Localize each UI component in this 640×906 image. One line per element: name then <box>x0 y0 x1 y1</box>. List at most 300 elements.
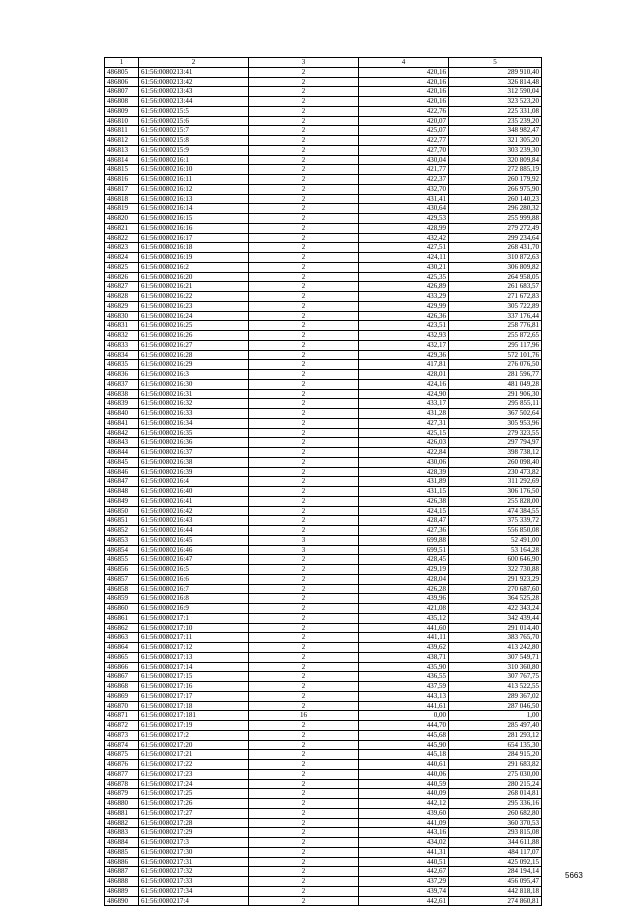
table-cell: 61:56:0080213:44 <box>139 97 249 107</box>
table-cell: 427,51 <box>359 243 449 253</box>
table-cell: 2 <box>249 272 359 282</box>
table-cell: 2 <box>249 428 359 438</box>
table-cell: 2 <box>249 652 359 662</box>
table-cell: 441,31 <box>359 847 449 857</box>
table-row <box>105 282 542 292</box>
table-cell: 61:56:0080216:45 <box>139 535 249 545</box>
table-cell: 61:56:0080216:34 <box>139 418 249 428</box>
table-cell: 280 215,24 <box>449 779 542 789</box>
table-cell: 486807 <box>105 87 139 97</box>
table-cell: 486814 <box>105 155 139 165</box>
table-row <box>105 721 542 731</box>
table-cell: 61:56:0080217:24 <box>139 779 249 789</box>
table-row <box>105 565 542 575</box>
table-cell: 441,61 <box>359 701 449 711</box>
table-row <box>105 418 542 428</box>
table-cell: 61:56:0080217:11 <box>139 633 249 643</box>
table-cell: 699,88 <box>359 535 449 545</box>
table-cell: 556 850,08 <box>449 526 542 536</box>
table-cell: 2 <box>249 116 359 126</box>
table-cell: 348 982,47 <box>449 126 542 136</box>
table-cell: 424,90 <box>359 389 449 399</box>
table-cell: 442 818,18 <box>449 886 542 896</box>
table-cell: 61:56:0080216:27 <box>139 340 249 350</box>
table-cell: 61:56:0080217:13 <box>139 652 249 662</box>
table-cell: 440,59 <box>359 779 449 789</box>
table-row <box>105 886 542 896</box>
table-cell: 429,53 <box>359 214 449 224</box>
table-row <box>105 399 542 409</box>
table-cell: 2 <box>249 760 359 770</box>
table-cell: 2 <box>249 574 359 584</box>
table-cell: 486810 <box>105 116 139 126</box>
table-cell: 367 502,64 <box>449 409 542 419</box>
table-cell: 310 360,80 <box>449 662 542 672</box>
table-cell: 398 738,12 <box>449 448 542 458</box>
table-cell: 61:56:0080216:21 <box>139 282 249 292</box>
table-cell: 275 030,00 <box>449 769 542 779</box>
table-cell: 2 <box>249 282 359 292</box>
table-cell: 61:56:0080216:9 <box>139 604 249 614</box>
table-cell: 443,16 <box>359 828 449 838</box>
table-cell: 486871 <box>105 711 139 721</box>
table-cell: 422,37 <box>359 175 449 185</box>
table-cell: 360 370,53 <box>449 818 542 828</box>
table-cell: 486846 <box>105 467 139 477</box>
table-cell: 258 776,81 <box>449 321 542 331</box>
table-cell: 2 <box>249 779 359 789</box>
table-cell: 486883 <box>105 828 139 838</box>
table-cell: 2 <box>249 623 359 633</box>
table-row <box>105 331 542 341</box>
table-cell: 61:56:0080216:26 <box>139 331 249 341</box>
table-cell: 486841 <box>105 418 139 428</box>
table-cell: 61:56:0080216:40 <box>139 487 249 497</box>
table-cell: 2 <box>249 691 359 701</box>
table-cell: 61:56:0080217:28 <box>139 818 249 828</box>
table-cell: 420,16 <box>359 77 449 87</box>
table-cell: 260 098,40 <box>449 457 542 467</box>
table-row <box>105 516 542 526</box>
table-cell: 486879 <box>105 789 139 799</box>
table-cell: 61:56:0080217:22 <box>139 760 249 770</box>
table-cell: 311 292,69 <box>449 477 542 487</box>
table-cell: 2 <box>249 243 359 253</box>
table-cell: 61:56:0080216:35 <box>139 428 249 438</box>
table-cell: 420,16 <box>359 87 449 97</box>
table-cell: 284 915,20 <box>449 750 542 760</box>
table-cell: 486815 <box>105 165 139 175</box>
data-table <box>104 57 542 906</box>
table-cell: 428,04 <box>359 574 449 584</box>
table-cell: 430,06 <box>359 457 449 467</box>
table-cell: 61:56:0080217:17 <box>139 691 249 701</box>
table-row <box>105 662 542 672</box>
table-cell: 486844 <box>105 448 139 458</box>
table-row <box>105 535 542 545</box>
table-row <box>105 370 542 380</box>
table-row <box>105 272 542 282</box>
table-cell: 445,90 <box>359 740 449 750</box>
table-cell: 61:56:0080216:42 <box>139 506 249 516</box>
table-cell: 431,89 <box>359 477 449 487</box>
table-cell: 426,36 <box>359 311 449 321</box>
table-cell: 486885 <box>105 847 139 857</box>
table-cell: 456 095,47 <box>449 877 542 887</box>
table-cell: 305 722,89 <box>449 301 542 311</box>
table-cell: 432,42 <box>359 233 449 243</box>
table-cell: 430,64 <box>359 204 449 214</box>
table-cell: 425,07 <box>359 126 449 136</box>
table-row <box>105 262 542 272</box>
table-cell: 61:56:0080216:41 <box>139 496 249 506</box>
table-cell: 2 <box>249 604 359 614</box>
table-cell: 61:56:0080217:29 <box>139 828 249 838</box>
table-cell: 440,51 <box>359 857 449 867</box>
table-cell: 61:56:0080216:1 <box>139 155 249 165</box>
table-cell: 61:56:0080217:26 <box>139 799 249 809</box>
table-cell: 486889 <box>105 886 139 896</box>
table-cell: 2 <box>249 828 359 838</box>
table-cell: 297 794,97 <box>449 438 542 448</box>
table-cell: 2 <box>249 301 359 311</box>
table-cell: 281 596,77 <box>449 370 542 380</box>
table-cell: 481 049,28 <box>449 379 542 389</box>
table-cell: 441,09 <box>359 818 449 828</box>
table-cell: 2 <box>249 877 359 887</box>
table-cell: 235 239,20 <box>449 116 542 126</box>
table-row <box>105 321 542 331</box>
table-cell: 61:56:0080216:43 <box>139 516 249 526</box>
table-row <box>105 594 542 604</box>
table-cell: 486820 <box>105 214 139 224</box>
table-cell: 312 590,04 <box>449 87 542 97</box>
table-row <box>105 506 542 516</box>
table-cell: 486884 <box>105 838 139 848</box>
table-cell: 279 323,55 <box>449 428 542 438</box>
table-cell: 61:56:0080216:29 <box>139 360 249 370</box>
table-row <box>105 243 542 253</box>
table-cell: 2 <box>249 769 359 779</box>
table-cell: 53 164,28 <box>449 545 542 555</box>
table-cell: 427,31 <box>359 418 449 428</box>
table-cell: 2 <box>249 360 359 370</box>
table-cell: 2 <box>249 350 359 360</box>
table-row <box>105 877 542 887</box>
table-cell: 440,09 <box>359 789 449 799</box>
column-header: 2 <box>139 58 249 68</box>
table-cell: 61:56:0080216:7 <box>139 584 249 594</box>
table-cell: 61:56:0080217:20 <box>139 740 249 750</box>
table-cell: 291 906,30 <box>449 389 542 399</box>
table-cell: 433,29 <box>359 292 449 302</box>
table-cell: 486824 <box>105 253 139 263</box>
table-cell: 439,60 <box>359 808 449 818</box>
table-cell: 61:56:0080217:25 <box>139 789 249 799</box>
table-cell: 291 683,82 <box>449 760 542 770</box>
table-cell: 61:56:0080217:15 <box>139 672 249 682</box>
table-cell: 424,16 <box>359 379 449 389</box>
table-row <box>105 838 542 848</box>
table-cell: 61:56:0080216:31 <box>139 389 249 399</box>
table-cell: 486876 <box>105 760 139 770</box>
table-cell: 486865 <box>105 652 139 662</box>
table-cell: 435,90 <box>359 662 449 672</box>
table-cell: 486834 <box>105 350 139 360</box>
table-row <box>105 145 542 155</box>
table-cell: 486861 <box>105 613 139 623</box>
table-row <box>105 204 542 214</box>
table-cell: 445,68 <box>359 730 449 740</box>
table-cell: 443,13 <box>359 691 449 701</box>
table-cell: 439,62 <box>359 643 449 653</box>
table-cell: 438,71 <box>359 652 449 662</box>
table-row <box>105 808 542 818</box>
table-row <box>105 467 542 477</box>
table-cell: 61:56:0080217:12 <box>139 643 249 653</box>
table-cell: 486812 <box>105 136 139 146</box>
table-cell: 2 <box>249 506 359 516</box>
table-row <box>105 604 542 614</box>
table-cell: 442,61 <box>359 896 449 906</box>
table-cell: 291 014,40 <box>449 623 542 633</box>
table-row <box>105 633 542 643</box>
table-cell: 289 367,02 <box>449 691 542 701</box>
table-row <box>105 409 542 419</box>
table-cell: 61:56:0080217:18 <box>139 701 249 711</box>
table-cell: 266 975,90 <box>449 184 542 194</box>
table-row <box>105 379 542 389</box>
table-cell: 486858 <box>105 584 139 594</box>
table-cell: 432,93 <box>359 331 449 341</box>
table-cell: 486860 <box>105 604 139 614</box>
table-cell: 429,19 <box>359 565 449 575</box>
table-cell: 61:56:0080216:28 <box>139 350 249 360</box>
table-cell: 61:56:0080217:181 <box>139 711 249 721</box>
table-cell: 2 <box>249 487 359 497</box>
table-cell: 61:56:0080216:30 <box>139 379 249 389</box>
table-cell: 337 176,44 <box>449 311 542 321</box>
table-cell: 2 <box>249 467 359 477</box>
table-cell: 306 176,50 <box>449 487 542 497</box>
table-cell: 422 343,24 <box>449 604 542 614</box>
table-cell: 230 473,82 <box>449 467 542 477</box>
table-row <box>105 97 542 107</box>
table-cell: 437,29 <box>359 877 449 887</box>
table-cell: 61:56:0080216:36 <box>139 438 249 448</box>
table-cell: 486806 <box>105 77 139 87</box>
table-row <box>105 457 542 467</box>
table-cell: 295 855,11 <box>449 399 542 409</box>
table-cell: 2 <box>249 584 359 594</box>
table-cell: 2 <box>249 438 359 448</box>
table-row <box>105 126 542 136</box>
table-cell: 2 <box>249 526 359 536</box>
table-cell: 61:56:0080215:5 <box>139 106 249 116</box>
table-row <box>105 233 542 243</box>
table-cell: 2 <box>249 448 359 458</box>
table-cell: 344 611,88 <box>449 838 542 848</box>
table-cell: 425,15 <box>359 428 449 438</box>
table-cell: 61:56:0080213:42 <box>139 77 249 87</box>
table-cell: 61:56:0080216:12 <box>139 184 249 194</box>
table-cell: 2 <box>249 379 359 389</box>
table-cell: 486882 <box>105 818 139 828</box>
table-cell: 444,70 <box>359 721 449 731</box>
table-row <box>105 828 542 838</box>
table-cell: 284 194,14 <box>449 867 542 877</box>
table-cell: 486811 <box>105 126 139 136</box>
table-cell: 61:56:0080216:3 <box>139 370 249 380</box>
table-row <box>105 711 542 721</box>
table-cell: 486826 <box>105 272 139 282</box>
table-cell: 2 <box>249 311 359 321</box>
table-row <box>105 360 542 370</box>
table-cell: 486881 <box>105 808 139 818</box>
table-cell: 2 <box>249 789 359 799</box>
table-cell: 2 <box>249 633 359 643</box>
table-cell: 303 239,30 <box>449 145 542 155</box>
table-row <box>105 136 542 146</box>
table-row <box>105 555 542 565</box>
table-cell: 426,89 <box>359 282 449 292</box>
table-cell: 3 <box>249 535 359 545</box>
table-cell: 61:56:0080216:23 <box>139 301 249 311</box>
table-cell: 486827 <box>105 282 139 292</box>
table-row <box>105 175 542 185</box>
table-row <box>105 799 542 809</box>
column-header: 5 <box>449 58 542 68</box>
table-cell: 484 117,07 <box>449 847 542 857</box>
table-cell: 2 <box>249 184 359 194</box>
table-cell: 264 958,05 <box>449 272 542 282</box>
table-row <box>105 155 542 165</box>
table-cell: 296 280,32 <box>449 204 542 214</box>
table-cell: 285 497,40 <box>449 721 542 731</box>
table-cell: 307 549,71 <box>449 652 542 662</box>
table-cell: 2 <box>249 418 359 428</box>
table-row <box>105 818 542 828</box>
table-cell: 486850 <box>105 506 139 516</box>
table-cell: 486805 <box>105 67 139 77</box>
table-cell: 321 305,20 <box>449 136 542 146</box>
table-cell: 486835 <box>105 360 139 370</box>
table-cell: 61:56:0080216:33 <box>139 409 249 419</box>
table-cell: 420,07 <box>359 116 449 126</box>
table-cell: 431,15 <box>359 487 449 497</box>
table-cell: 430,04 <box>359 155 449 165</box>
table-cell: 442,12 <box>359 799 449 809</box>
table-cell: 486852 <box>105 526 139 536</box>
table-cell: 342 439,44 <box>449 613 542 623</box>
table-row <box>105 311 542 321</box>
table-cell: 2 <box>249 799 359 809</box>
table-cell: 428,99 <box>359 223 449 233</box>
table-cell: 486825 <box>105 262 139 272</box>
table-cell: 431,28 <box>359 409 449 419</box>
table-cell: 61:56:0080216:37 <box>139 448 249 458</box>
table-row <box>105 214 542 224</box>
table-cell: 486828 <box>105 292 139 302</box>
table-cell: 2 <box>249 370 359 380</box>
table-cell: 61:56:0080216:18 <box>139 243 249 253</box>
table-cell: 271 672,83 <box>449 292 542 302</box>
table-cell: 486819 <box>105 204 139 214</box>
table-cell: 486856 <box>105 565 139 575</box>
table-cell: 310 872,63 <box>449 253 542 263</box>
table-cell: 61:56:0080215:8 <box>139 136 249 146</box>
table-cell: 322 730,88 <box>449 565 542 575</box>
table-row <box>105 428 542 438</box>
table-cell: 2 <box>249 331 359 341</box>
table-row <box>105 545 542 555</box>
table-cell: 61:56:0080217:23 <box>139 769 249 779</box>
table-cell: 426,03 <box>359 438 449 448</box>
table-cell: 486857 <box>105 574 139 584</box>
table-cell: 440,06 <box>359 769 449 779</box>
table-cell: 61:56:0080217:33 <box>139 877 249 887</box>
column-header: 1 <box>105 58 139 68</box>
table-row <box>105 389 542 399</box>
table-cell: 61:56:0080216:8 <box>139 594 249 604</box>
table-row <box>105 701 542 711</box>
table-cell: 486855 <box>105 555 139 565</box>
table-cell: 295 117,96 <box>449 340 542 350</box>
table-cell: 323 523,20 <box>449 97 542 107</box>
table-cell: 427,36 <box>359 526 449 536</box>
table-cell: 439,96 <box>359 594 449 604</box>
table-cell: 486840 <box>105 409 139 419</box>
table-cell: 61:56:0080217:14 <box>139 662 249 672</box>
table-cell: 430,21 <box>359 262 449 272</box>
table-cell: 2 <box>249 740 359 750</box>
table-cell: 434,02 <box>359 838 449 848</box>
table-cell: 2 <box>249 730 359 740</box>
table-cell: 2 <box>249 701 359 711</box>
table-row <box>105 340 542 350</box>
table-cell: 486888 <box>105 877 139 887</box>
table-cell: 268 431,70 <box>449 243 542 253</box>
table-cell: 2 <box>249 643 359 653</box>
table-cell: 2 <box>249 457 359 467</box>
table-cell: 486851 <box>105 516 139 526</box>
table-cell: 486823 <box>105 243 139 253</box>
table-cell: 486818 <box>105 194 139 204</box>
table-row <box>105 253 542 263</box>
column-header: 4 <box>359 58 449 68</box>
table-cell: 61:56:0080217:30 <box>139 847 249 857</box>
table-cell: 260 140,23 <box>449 194 542 204</box>
table-cell: 61:56:0080216:16 <box>139 223 249 233</box>
table-cell: 486849 <box>105 496 139 506</box>
table-cell: 413 522,55 <box>449 682 542 692</box>
table-cell: 440,61 <box>359 760 449 770</box>
table-cell: 428,39 <box>359 467 449 477</box>
table-cell: 2 <box>249 165 359 175</box>
table-cell: 486837 <box>105 379 139 389</box>
table-cell: 425 092,15 <box>449 857 542 867</box>
column-header: 3 <box>249 58 359 68</box>
table-cell: 260 682,80 <box>449 808 542 818</box>
table-row <box>105 740 542 750</box>
table-cell: 61:56:0080216:15 <box>139 214 249 224</box>
table-header-row <box>105 58 542 68</box>
table-cell: 2 <box>249 496 359 506</box>
table-cell: 486853 <box>105 535 139 545</box>
table-cell: 260 179,92 <box>449 175 542 185</box>
table-row <box>105 672 542 682</box>
table-cell: 2 <box>249 847 359 857</box>
